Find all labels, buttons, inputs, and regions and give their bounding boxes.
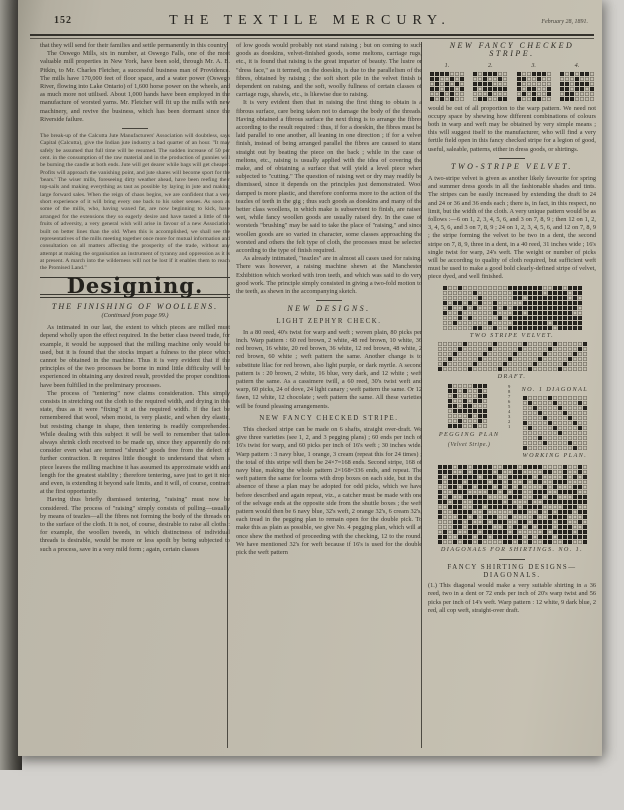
pattern-swatch-grid xyxy=(560,72,594,101)
row-number: 8 xyxy=(508,389,511,395)
section-divider xyxy=(122,128,148,129)
paragraph: This checked stripe can be made on 6 shafts, straight over-draft. We give three varieties (see 1, 2, and 3 pegging plans) ; 60 ends per inch of 16's twist for warp, and 60 picks per inch of 16's weft ; 30 inches wide. Warp pattern : 3 navy blue, 1 orange, 3 cream (repeat this for 24 times) ; the total of this stripe will then be 24×7=168 ends. Second stripe, 168 of navy blue, making the whole pattern 2×168=336 ends, and repeat. The weft pattern the same for looms with drop boxes on each side, but in the absence of these a plan may be adopted for odd picks, which we have before described and again repeat, viz., a catcher must be made with one of the selvage ends at the opposite side from the shuttle boxes ; the weft pattern would then be 6 navy blue, 32's weft, 2 orange 32's, 6 cream 32's, each tread in the pegging plan to remain open for the double pick. To make this as plain as possible, we give No. 4 pegging plan, which will at once shew the method of proceeding with the checking, 12 to the round. We have mentioned 32's for weft because if 16's is used for the double pick the weft pattern xyxy=(236,425,422,556)
row-number: 4 xyxy=(508,409,511,415)
working-plan-figure xyxy=(514,384,596,462)
figure-caption: WORKING PLAN. xyxy=(522,452,588,460)
swatch-number: 3. xyxy=(531,62,536,70)
checked-stripe-figure-title: NEW FANCY CHECKED STRIPE. xyxy=(449,41,575,59)
pattern-swatch-grid xyxy=(430,72,464,101)
swatch-number: 4. xyxy=(574,62,580,70)
swatch-2 xyxy=(473,62,507,100)
section-divider xyxy=(316,300,342,301)
shirting-designs-title: FANCY SHIRTING DESIGNS—DIAGONALS. xyxy=(447,563,577,579)
diagonals-for-shirtings-figure xyxy=(438,465,587,544)
figure-caption: DRAFT. xyxy=(497,372,527,380)
pegging-row-numbers xyxy=(508,384,510,429)
swatch-4 xyxy=(560,62,594,100)
figure-heading: NO. 1 DIAGONAL xyxy=(521,386,589,394)
paragraph: In a 80 reed, 40's twist for warp and weft ; woven plain, 80 picks per inch. Warp pattern : 60 red brown, 2 white, 48 red brown, 10 white, 36 red brown, 16 white, 20 red brown, 36 white, 12 red brown, 48 white, 2 red brown, 60 white ; weft pattern the same. Another change is to substitute lilac for red brown, also light purple, or dark myrtle. A second pattern is : 20 brown, 2 white, 16 blue, very dark, and 12 white ; weft pattern the same. As a cassimere twill, a 60 reed, 30's twist weft and warp, 60 picks, 24 of dove, 24 light canary ; weft pattern the same. Or 12 fawn, 12 white, 12 chocolate ; weft pattern the same. All these varieties will be found pleasing arrangements. xyxy=(236,328,422,410)
paragraph: It is very evident then that in raising the first thing to obtain is a fibrous surface, care being taken not to damage the body of the threads. Having obtained a fibrous surface the next thing is to arrange the fibres according to the result required : thus, if for a doeskin, the fibres must be laid parallel to one another, all leaning in one direction ; if for a velvet finish, instead of being arranged parallel the fibres are caused to stand straight out by beating the piece on the back ; while in the case of meltons, etc., raising is usually applied with the idea of covering the make, and of obtaining a surface that will yield a level piece when subjected to "cutting." The question of raising wet or dry may readily be dismissed, since it depends on the principles just demonstrated. Wool damped is more plastic, and therefore conforms more to the action of the teazles of teeth in the gig ; thus such goods as doeskins and many of the better class woollens, in which make is subservient to finish, are raised wet, while fancy woollen goods are usually raised dry. In the case of worsteds "brushing" may be said to take the place of "raising," and since woollen goods are so varied in character, some classes approaching the worsted and others the felt type of cloth, the processes must be selected according to the type of finish required. xyxy=(236,99,422,255)
working-plan-grid xyxy=(523,396,587,450)
pattern-swatch-grid xyxy=(517,72,551,101)
figure-caption: DIAGONALS FOR SHIRTINGS. NO. 1. xyxy=(440,546,584,554)
row-number: 5 xyxy=(508,404,511,410)
swatch-3 xyxy=(517,62,551,100)
figure-caption: PEGGING PLAN xyxy=(438,431,500,439)
article-subtitle: (Continued from page 99.) xyxy=(101,311,169,319)
pegging-plan-figure xyxy=(428,384,510,451)
middle-column xyxy=(236,42,422,557)
checked-stripe-swatches xyxy=(430,62,594,100)
journal-title: THE TEXTILE MERCURY. xyxy=(169,13,451,28)
row-number: 1 xyxy=(508,424,511,430)
figure-subcaption: (Velvet Stripe.) xyxy=(447,442,491,449)
right-column xyxy=(428,42,596,615)
issue-date: February 28, 1891. xyxy=(541,19,588,25)
page-number: 152 xyxy=(54,15,72,26)
swatch-number: 1. xyxy=(444,62,450,70)
new-designs-title: NEW DESIGNS. xyxy=(287,304,371,314)
row-number: 3 xyxy=(508,414,511,420)
masthead xyxy=(18,10,602,34)
paragraph: that they will send for their families and settle permanently in this country. xyxy=(40,42,228,49)
paragraph: The Oswego Mills, six in number, at Oswego Falls, one of the most valuable mill properties in New York, have been sold, through Mr. A. B. Pitkin, to Mr. Charles Fletcher, a successful business man of Providence. The mills have 170,000 feet of floor space, and a water power (Oswego River, flowing into Lake Ontario) of 1,600 horse power on the wheels, and as much more not utilised. About 1,000 hands have been employed in the manufacture of worsted yarns. Mr. Fletcher will fit up the mills with new machinery, and revive the business, which has been dormant since the Riverside failure. xyxy=(40,50,230,123)
row-number: 7 xyxy=(508,394,511,400)
row-number: 9 xyxy=(508,384,511,390)
pegging-plan-grid xyxy=(448,384,487,428)
two-stripe-velvet-title: TWO-STRIPE VELVET. xyxy=(451,161,573,171)
row-number: 6 xyxy=(508,399,511,405)
paragraph: (1.) This diagonal would make a very suitable shirting in a 36 reed, two in a dent or 72 ends per inch of 20's warp twist and 56 picks per inch of 14's weft. Warp pattern : 12 white, 9 dark blue, 2 red, all cop weft, straight-over draft. xyxy=(428,582,596,614)
paragraph: would be out of all proportion to the warp pattern. We need not occupy space by shewing how different combinations of colours both in warp and weft may be obtained by very simple means ; this will suggest itself to the manufacturer, who will find a very fertile field open in this fancy checked stripe for a legion of good, useful, saleable, patterns, either in dress goods, or shirtings. xyxy=(428,104,596,153)
masthead-rule xyxy=(30,34,594,39)
paragraph: Having thus briefly dismissed tentering, "raising" must now be considered. The process of "raising" simply consists of pulling—usually by means of teazles—all the fibres not forming the body of the threads on to the surface of the cloth. It is not, of course, desirable to raise all cloths : for example, the woollen tweeds, in which distinctness of individual threads is desirable, would be more or less spoilt by being subjected to such a process, save in a very mild form ; again, certain classes xyxy=(40,496,230,553)
draft-figure xyxy=(438,342,587,371)
paragraph: of low goods would probably not stand raising ; but on coming to such goods as doeskins, velvet-finished goods, some meltons, carriage rugs, etc., it is found that raising is the great imparter of beauty. The lustre or "dress face," as it termed, on the doeskin, is due to the parallelism of the fibres, obtained by raising ; the soft short pile in the velvet finish is dependent on raising, and the soft, woolly fullness of certain classes of carriage rugs, shawls, etc., is likewise due to raising. xyxy=(236,42,422,99)
paragraph: A two-stripe velvet is given as another likely favourite for spring and summer dress goods in all the fashionable shades and tints. The stripes can be easily increased by extending the draft to 24 and 24 or 36 and 36 ends each ; there is, in fact, in this respect, no limit, but the width of the cloth. A very unique pattern would be as follows :—6 on 1, 2, 3, 4, 5, 6, and 3 on 7, 8, 9 ; then 12 on 1, 2, 3, 4, 5, 6, and 3 on 7, 8, 9 ; 24 on 1, 2, 3, 4, 5, 6, and 12 on 7, 8, 9 ; the stripe forming the velvet to be two in a dent, the second stripe on 7, 8, 9, three in a dent, in a 40 reed, 31 inches wide ; 16's single twist for warp, 24's weft. The weight or number of picks will be according to quality of cloth required, but sufficient weft must be used to make a good bold clearly-defined stripe of velvet, piece dyed, and well finished. xyxy=(428,175,596,281)
news-note: The break-up of the Calcutta Jute Manufacturers' Association will doubtless, says Capital (Calcutta), give the Indian jute industry a bad quarter of an hour. "It may safely be assumed that full time will be resumed. The sudden increase of 50 per cent. in the consumption of the raw material and in the production of gunnies will be burning the candle at both ends. Jute will get dearer while bags will get cheaper. Profits will approach the vanishing point, and jute shares will become sport for the 'bears.' The wiser mills, foreseeing dirty weather ahead, have been reefing their top-sails and making everything as taut as possible by laying in jute and making large forward sales. When the reign of chaos begins, we are confident that a very short experience of it will bring every one back to his sober senses. As soon as some of the mills, who, having waxed fat, are now beginning to kick, have arranged for the extensions they so eagerly desire and have tasted a little of the fruits of adversity, a very general wish will arise in favour of a new Association built on better lines than the old. When this is accomplished, we shall see the representatives of the mills meeting together once more for mutual information and consultation on all matters affecting the prosperity of the trade, without any attempt at making the organisation an instrument of tyranny and oppression as it is at present. A march into the wilderness will not be lost if it enables them to reach the Promised Land." xyxy=(40,133,230,272)
swatch-1 xyxy=(430,62,464,100)
designing-section-title: Designing. xyxy=(66,272,204,298)
newspaper-page xyxy=(18,0,602,756)
zephyr-check-title: LIGHT ZEPHYR CHECK. xyxy=(276,317,382,325)
left-column xyxy=(40,42,230,554)
row-number: 2 xyxy=(508,419,511,425)
paragraph: The process of "tentering" now claims consideration. This simply consists in stretching out the cloth to the required width, and drying in this state, thus as it were "fixing" it at the required width. If the fact be remembered that wool, when moist, is very plastic, and when dry elastic, but resisting change in shape, then tentering is readily comprehended. While dealing with this subject it will be well to remember that tailors always shrink cloth received to be made up, since they apparently do not consider even what are termed "shrunk" goods free from the defect of further contraction. It requires little thought to understand that when a piece leaves the milling machine it has assumed its approximate width and length for the greatest stability ; therefore tentering, save just to get it nice and even, is extending it beyond safe limits, and it will, of course, contract at the first opportunity. xyxy=(40,389,230,496)
two-stripe-velvet-figure xyxy=(443,286,582,330)
paragraph: As already intimated, "teazles" are in almost all cases used for raising. There was however, a raising machine shewn at the Manchester Exhibition which worked with iron teeth, and which was said to do very good work. The principle simply consisted in giving a two-fold motion to the teeth, as shewn in the accompanying sketch. xyxy=(236,255,422,296)
paragraph: As intimated in our last, the extent to which pieces are milled must depend wholly upon the effect required. In the better class tweed trade, for example, it would be supposed that the milling machine only would be used, but it is found that the stocks impart a fulness to the piece which cannot be obtained in the machine. Thus it is very evident that if the principles of the two processes be borne in mind little difficulty will be experienced in obtaining any desired result, provided the proper conditions have been fulfilled in the preliminary processes. xyxy=(40,324,230,389)
checked-stripe-title: NEW FANCY CHECKED STRIPE. xyxy=(259,414,399,422)
section-divider xyxy=(499,559,525,560)
figure-caption: TWO STRIPE VELVET. xyxy=(469,331,555,339)
swatch-number: 2. xyxy=(488,62,493,70)
pegging-and-working-figures xyxy=(428,384,596,462)
pattern-swatch-grid xyxy=(473,72,507,101)
article-title: THE FINISHING OF WOOLLENS. xyxy=(51,301,219,311)
section-divider xyxy=(499,158,525,159)
